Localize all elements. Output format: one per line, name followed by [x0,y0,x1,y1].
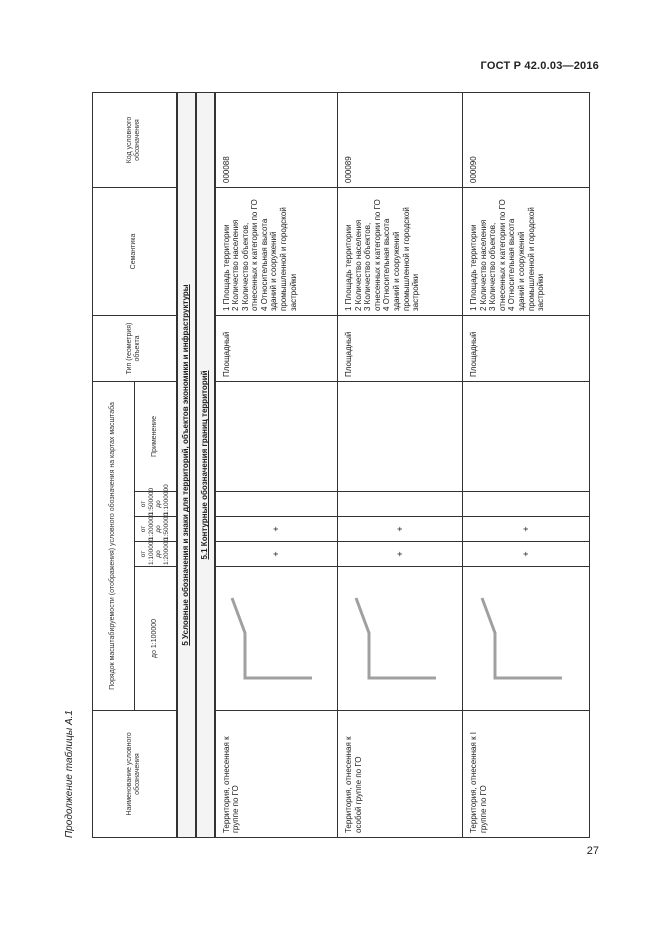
col-header-scale-100k: до 1:100000 [135,567,177,711]
col-header-scale-group: Порядок масштабируемости (отображения) условного обозначения на картах масштаба [93,381,135,710]
col-header-name: Наименование условного обозначения [93,711,177,838]
mark-1m [463,492,590,517]
table-row [463,92,590,837]
row-geometry: Площадный [338,315,463,381]
row-code: 000089 [338,92,463,187]
row-name: Территория, отнесенная к I группе по ГО [463,711,590,838]
row-code: 000090 [463,92,590,187]
col-header-scale-1m: от 1:500000 до 1:1000000 [135,492,177,517]
col-header-scale-500k: от 1:200000 до 1:500000 [135,517,177,542]
col-header-semantics: Семантика [93,187,177,315]
row-geometry: Площадный [215,315,338,381]
row-name: Территория, отнесенная к группе по ГО [215,711,338,838]
row-geometry: Площадный [463,315,590,381]
row-code: 000088 [215,92,338,187]
symbol-cell [338,567,463,711]
symbol-cell [215,567,338,711]
mark-200k: + [215,542,338,567]
row-semantics: 1 Площадь территории 2 Количество населения 3 Количество объектов, отнесенных к категории по ГО 4 Относительная высота зданий и сооружений промышленной и городской застройки [463,187,590,315]
symbol-cell [463,567,590,711]
rotated-table-wrapper [92,93,589,838]
section-title-5-1: 5.1 Контурные обозначения границ территорий [196,92,215,837]
section-row-5-1 [196,92,215,837]
mark-200k: + [463,542,590,567]
mark-500k: + [338,517,463,542]
row-name: Территория, отнесенная к особой группе по ГО [338,711,463,838]
mark-1m [338,492,463,517]
table-frame [92,93,589,838]
mark-500k: + [215,517,338,542]
table-caption: Продолжение таблицы А.1 [64,710,75,838]
col-header-code: Код условного обозначения [93,92,177,187]
mark-500k: + [463,517,590,542]
section-row-5 [177,92,196,837]
header-row-1 [93,92,135,837]
symbols-table [92,92,590,838]
row-semantics: 1 Площадь территории 2 Количество населения 3 Количество объектов, отнесенных к категории по ГО 4 Относительная высота зданий и сооружений промышленной и городской застройки [338,187,463,315]
territory-boundary-symbol [341,569,456,709]
territory-boundary-symbol [467,569,582,709]
section-title-5: 5 Условные обозначения и знаки для территорий, объектов экономики и инфраструктуры [177,92,196,837]
row-note [215,381,338,491]
row-semantics: 1 Площадь территории 2 Количество населения 3 Количество объектов, отнесенных к категории по ГО 4 Относительная высота зданий и сооружений промышленной и городской застройки [215,187,338,315]
row-note [338,381,463,491]
table-row [215,92,338,837]
territory-boundary-symbol [217,569,332,709]
col-header-geometry: Тип (геометрия) объекта [93,315,177,381]
col-header-scale-200k: от 1:100000 до 1:200000 [135,542,177,567]
page-number: 27 [586,845,599,857]
col-header-note: Применение [135,381,177,491]
row-note [463,381,590,491]
table-row [338,92,463,837]
document-code: ГОСТ Р 42.0.03—2016 [480,60,599,72]
mark-200k: + [338,542,463,567]
mark-1m [215,492,338,517]
